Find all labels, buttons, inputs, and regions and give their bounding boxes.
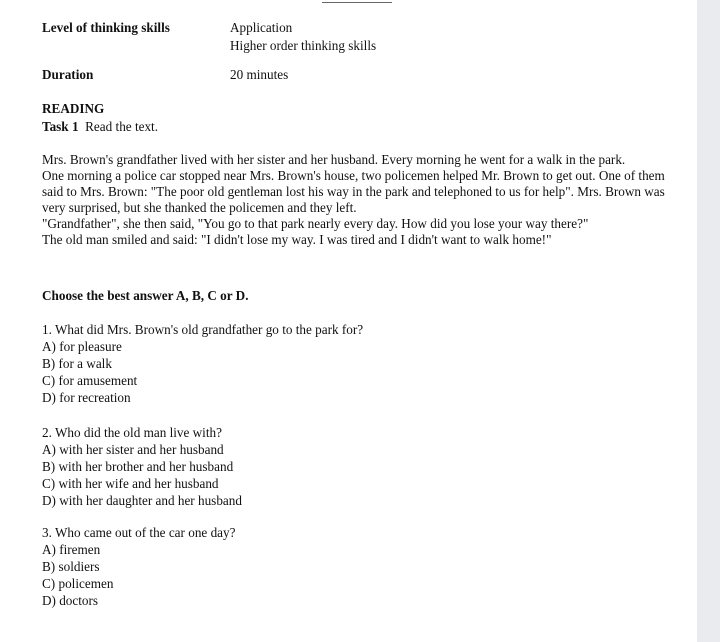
question-1: [42, 321, 363, 406]
passage-paragraph: Mrs. Brown's grandfather lived with her sister and her husband. Every morning he went for a walk in the park.: [42, 152, 626, 167]
reading-passage: [42, 152, 674, 248]
task-label: Task 1: [42, 119, 79, 134]
task-text: Read the text.: [85, 119, 159, 134]
answer-option: D) doctors: [42, 593, 99, 608]
question-text: 3. Who came out of the car one day?: [42, 525, 236, 540]
duration-value: 20 minutes: [230, 67, 289, 82]
duration-label: Duration: [42, 67, 94, 82]
cropped-header-fragment: [322, 0, 392, 3]
answer-option: B) for a walk: [42, 356, 112, 371]
passage-paragraph: The old man smiled and said: "I didn't lose my way. I was tired and I didn't want to walk home!": [42, 232, 552, 247]
answer-option: D) with her daughter and her husband: [42, 493, 242, 508]
answer-option: A) firemen: [42, 542, 101, 557]
answer-option: C) policemen: [42, 576, 114, 591]
question-2: [42, 424, 242, 509]
question-text: 1. What did Mrs. Brown's old grandfather go to the park for?: [42, 322, 364, 337]
question-3: [42, 524, 235, 609]
answer-option: C) for amusement: [42, 373, 138, 388]
answer-option: A) with her sister and her husband: [42, 442, 224, 457]
reading-heading: READING: [42, 101, 105, 116]
question-text: 2. Who did the old man live with?: [42, 425, 222, 440]
passage-paragraph: One morning a police car stopped near Mrs. Brown's house, two policemen helped Mr. Brown to get out. One of them said to Mrs. Brown: "The poor old gentleman lost his way in the park and telephoned to us for help". Mrs. Brown was very surprised, but she thanked the policemen and they left.: [42, 168, 665, 215]
answer-option: D) for recreation: [42, 390, 131, 405]
passage-paragraph: "Grandfather", she then said, "You go to that park nearly every day. How did you lose your way there?": [42, 216, 589, 231]
level-value-2: Higher order thinking skills: [230, 38, 377, 53]
task-line: [42, 119, 158, 135]
level-label: Level of thinking skills: [42, 20, 170, 35]
answer-option: B) with her brother and her husband: [42, 459, 234, 474]
level-value-1: Application: [230, 20, 293, 35]
answer-option: A) for pleasure: [42, 339, 122, 354]
answer-option: B) soldiers: [42, 559, 100, 574]
viewer-side-margin: [697, 0, 720, 642]
answer-option: C) with her wife and her husband: [42, 476, 219, 491]
instruction-heading: Choose the best answer A, B, C or D.: [42, 288, 249, 303]
